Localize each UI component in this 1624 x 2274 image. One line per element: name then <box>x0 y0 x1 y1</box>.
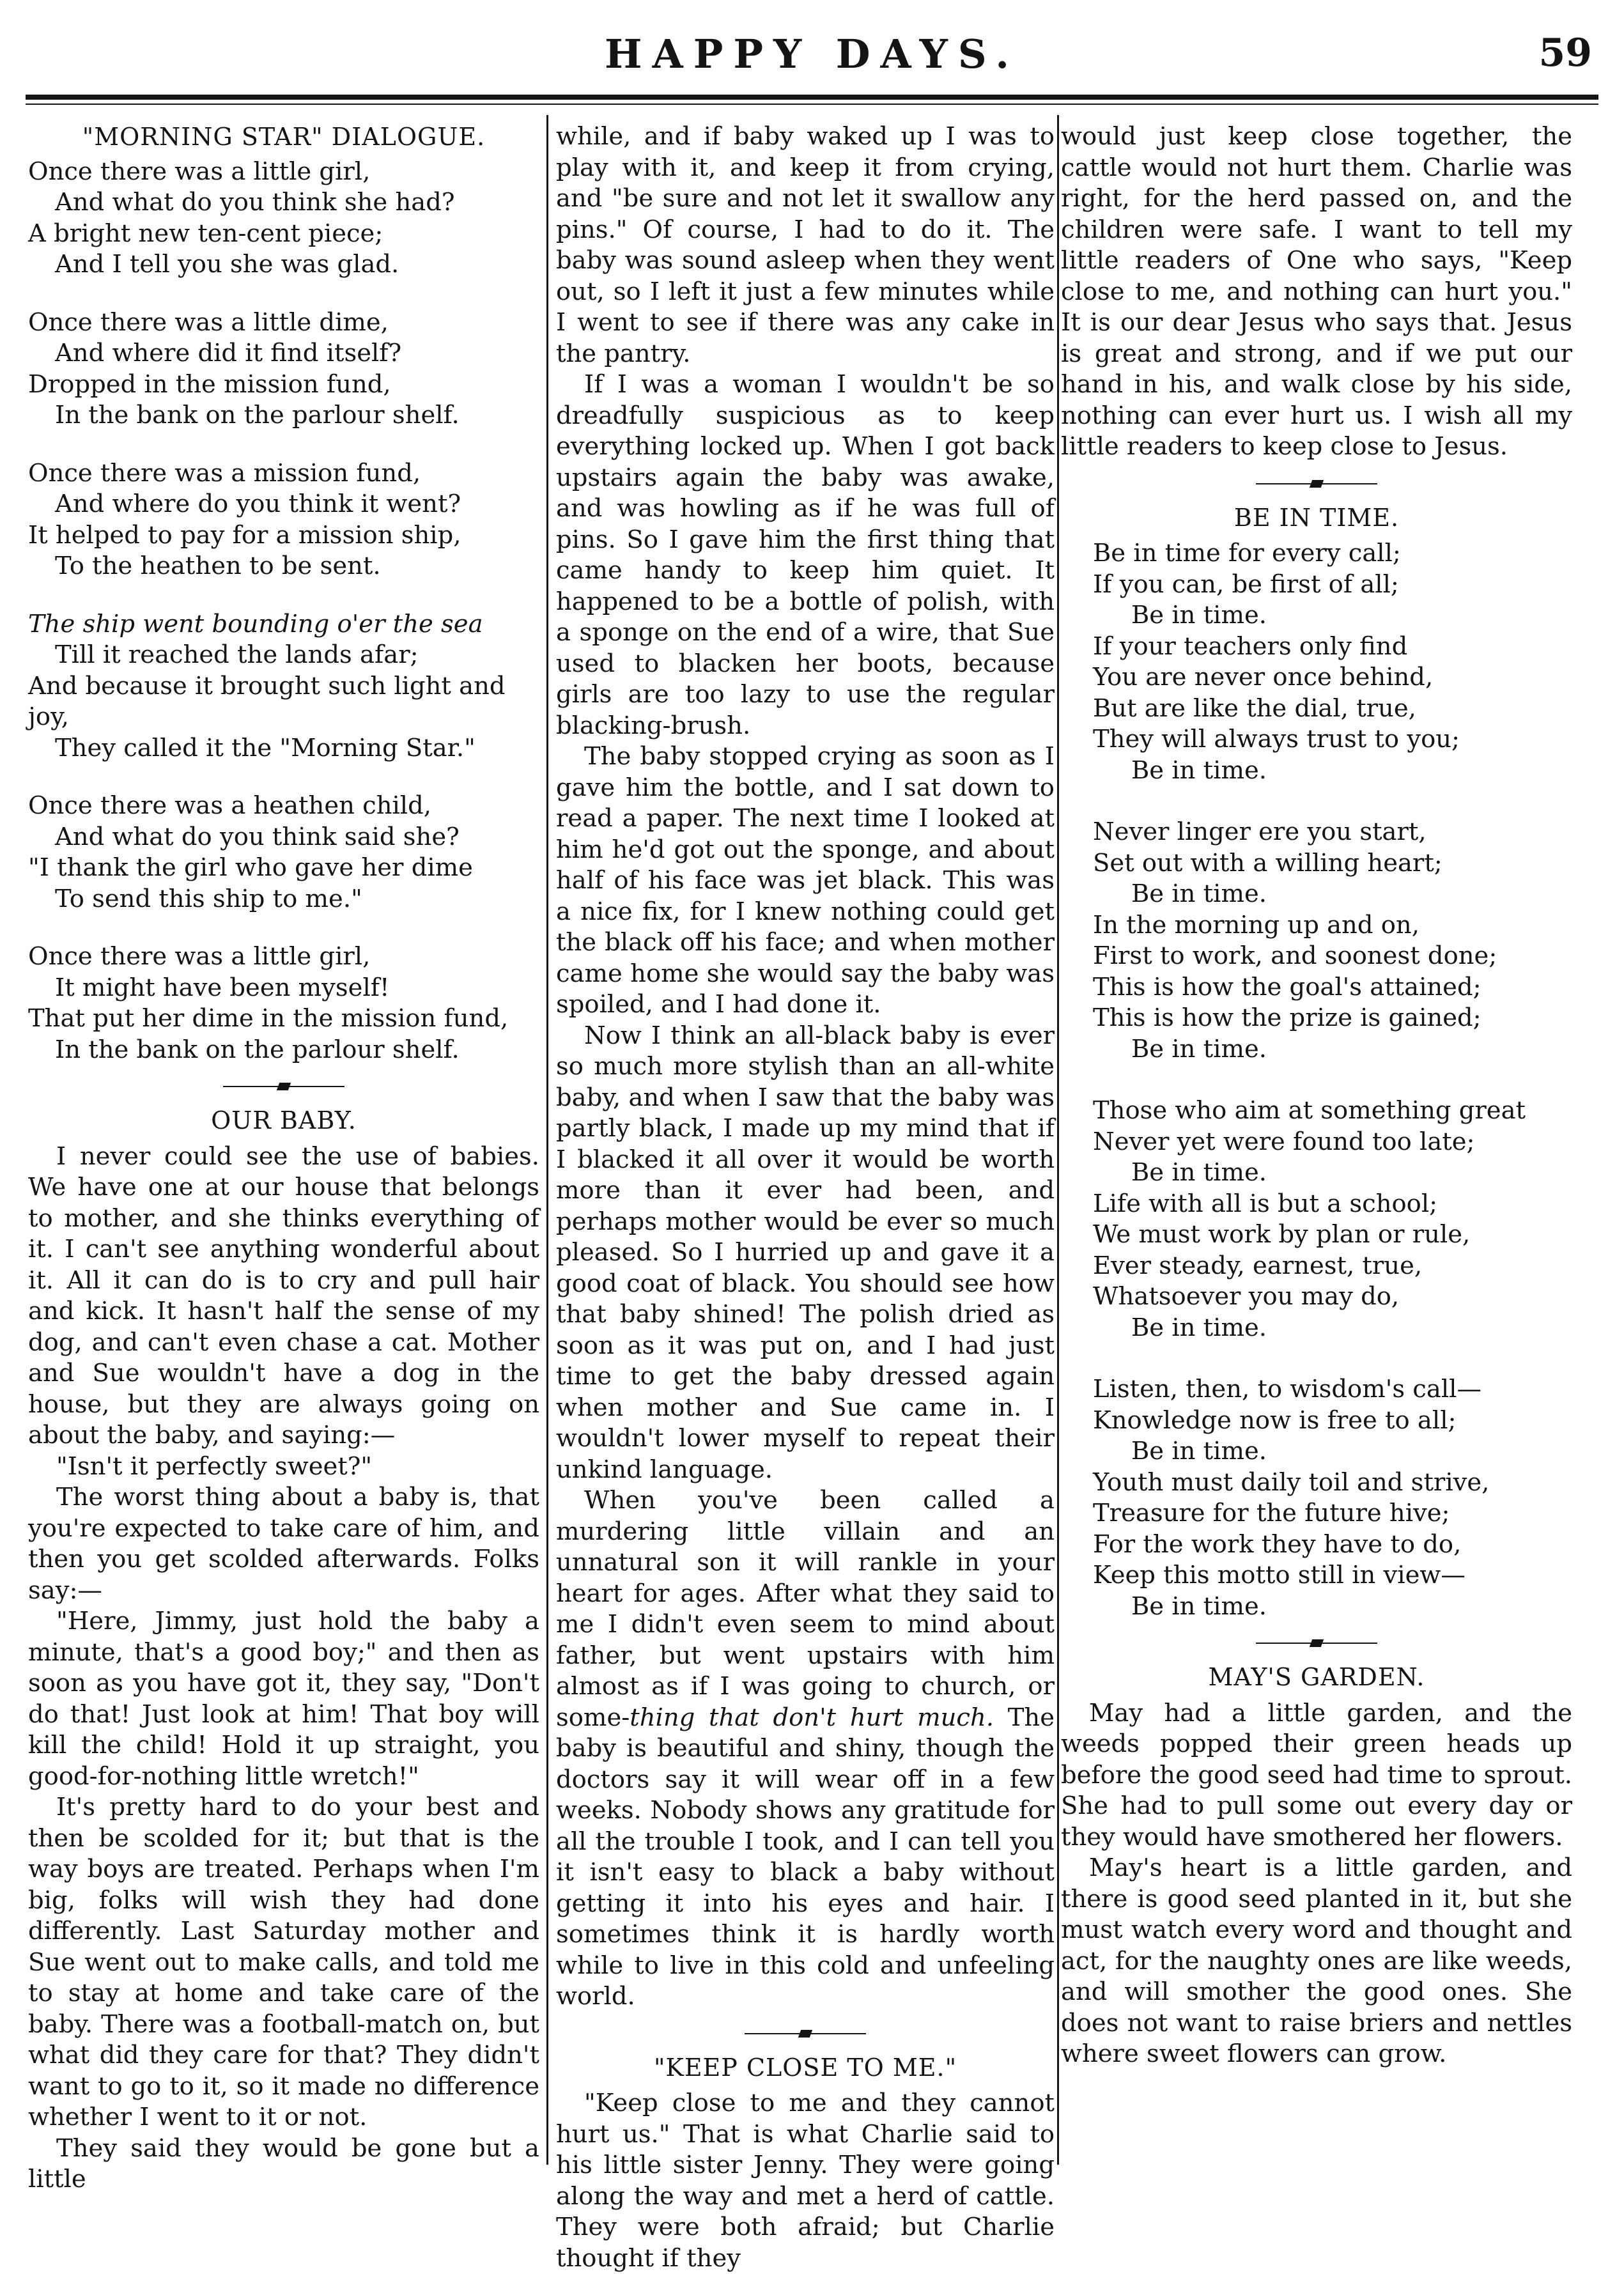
header-rule-thin <box>26 104 1598 105</box>
poem-line: Keep this motto still in view— <box>1093 1561 1465 1589</box>
poem-line: The ship went bounding o'er the sea <box>28 609 483 638</box>
poem-line: First to work, and soonest done; <box>1093 941 1497 970</box>
poem-line: Life with all is but a school; <box>1093 1189 1438 1218</box>
poem-refrain: Be in time. <box>1131 879 1267 908</box>
italic-phrase: thing that don't hurt much. <box>630 1703 994 1732</box>
poem-line: It helped to pay for a mission ship, <box>28 520 461 550</box>
poem-stanza <box>1061 538 1572 786</box>
poem-line: Those who aim at something great <box>1093 1096 1526 1125</box>
poem-line: In the morning up and on, <box>1093 910 1419 940</box>
section-divider <box>223 1077 344 1096</box>
column-2 <box>556 121 1055 2274</box>
article-paragraph: "Keep close to me and they cannot hurt us." That is what Charlie said to his little sister Jenny. They were going along the way and met a herd of cattle. They were both afraid; but Charlie thought if they <box>556 2089 1055 2273</box>
poem-line: And what do you think said she? <box>55 822 460 851</box>
poem-line: Treasure for the future hive; <box>1093 1499 1450 1528</box>
poem-line: You are never once behind, <box>1093 663 1434 692</box>
poem-stanza <box>28 458 539 582</box>
article-paragraph: I never could see the use of babies. We have one at our house that belongs to mother, and she thinks everything of it. I can't see anything wonderful about it. All it can do is to cry and pull hair and kick. It hasn't half the sense of my dog, and can't even chase a cat. Mother and Sue wouldn't have a dog in the house, but they are always going on about the baby, and saying:— <box>28 1141 539 1450</box>
poem-line: They called it the "Morning Star." <box>55 733 476 762</box>
poem-line: Once there was a heathen child, <box>28 791 432 820</box>
poem-line: But are like the dial, true, <box>1093 693 1416 723</box>
article-paragraph: Now I think an all-black baby is ever so much more stylish than an all-white baby, and when I saw that the baby was partly black, I made up my mind that if I blacked it all over it would be worth more than it ever had been, and perhaps mother would be ever so much pleased. So I hurried up and gave it a good coat of black. You should see how that baby shined! The polish dried as soon as it was put on, and I had just time to get the baby dressed again when mother and Sue came in. I wouldn't lower myself to repeat their unkind language. <box>556 1021 1055 1484</box>
page-header <box>26 31 1598 101</box>
article-paragraph: It's pretty hard to do your best and then be scolded for it; but that is the way boys are treated. Perhaps when I'm big, folks will wish they had done differently. Last Saturday mother and Sue went out to make calls, and told me to stay at home and take care of the baby. There was a football-match on, but what did they care for that? They didn't want to go to it, so it made no difference whether I went to it or not. <box>28 1793 539 2131</box>
poem-line: Ever steady, earnest, true, <box>1093 1251 1423 1280</box>
poem-line: Once there was a little dime, <box>28 307 389 337</box>
poem-line: Knowledge now is free to all; <box>1093 1405 1457 1435</box>
poem-line: A bright new ten-cent piece; <box>28 219 383 248</box>
column-1 <box>28 121 539 2195</box>
article-paragraph: "Isn't it perfectly sweet?" <box>56 1451 373 1481</box>
article-paragraph: The baby stopped crying as soon as I gave him the bottle, and I sat down to read a paper. The next time I looked at him he'd got out the sponge, and about half of his face was jet black. This was a nice fix, for I knew nothing could get the black off his face; and when mother came home she would say the baby was spoiled, and I had done it. <box>556 742 1055 1019</box>
header-rule <box>26 95 1598 100</box>
poem-line: And where do you think it went? <box>55 490 461 518</box>
page-number: 59 <box>1538 31 1592 75</box>
column-divider <box>1057 115 1059 2165</box>
poem-line: For the work they have to do, <box>1093 1529 1462 1559</box>
poem-stanza <box>28 307 539 431</box>
poem-line: Set out with a willing heart; <box>1093 848 1442 878</box>
poem-line: Never linger ere you start, <box>1093 817 1427 846</box>
article-paragraph: would just keep close together, the cattle would not hurt them. Charlie was right, for the herd passed on, and the children were safe. I want to tell my little readers of One who says, "Keep close to me, and nothing can hurt you." It is our dear Jesus who says that. Jesus is great and strong, and if we put our hand in his, and walk close by his side, nothing can ever hurt us. I wish all my little readers to keep close to Jesus. <box>1061 122 1572 461</box>
poem-line: To send this ship to me." <box>55 884 362 913</box>
poem-line: It might have been myself! <box>55 973 390 1002</box>
section-divider <box>1256 474 1377 493</box>
poem-stanza <box>28 791 539 915</box>
poem-line: Once there was a mission fund, <box>28 458 421 488</box>
article-paragraph: May had a little garden, and the weeds popped their green heads up before the good seed had time to sprout. She had to pull some out every day or they would have smothered her flowers. <box>1061 1698 1572 1852</box>
poem-refrain: Be in time. <box>1131 601 1267 630</box>
column-divider <box>546 115 548 2165</box>
article-heading-keep-close: "KEEP CLOSE TO ME." <box>653 2053 957 2082</box>
poem-stanza <box>1061 1095 1572 1343</box>
article-paragraph: If I was a woman I wouldn't be so dreadfully suspicious as to keep everything locked up. When I got back upstairs again the baby was awake, and was howling as if he was full of pins. So I gave him the first thing that came handy to keep him quiet. It happened to be a bottle of polish, with a sponge on the end of a wire, that Sue used to blacken her boots, because girls are too lazy to use the regular blacking-brush. <box>556 370 1055 740</box>
poem-line: If you can, be first of all; <box>1093 569 1399 599</box>
section-divider <box>745 2024 866 2043</box>
poem-line: And I tell you she was glad. <box>55 250 399 279</box>
poem-line: And because it brought such light and joy, <box>28 671 506 731</box>
poem-line: To the heathen to be sent. <box>55 552 381 580</box>
section-divider <box>1256 1634 1377 1653</box>
poem-line: They will always trust to you; <box>1093 725 1460 754</box>
poem-refrain: Be in time. <box>1131 1591 1267 1621</box>
article-paragraph <box>556 1485 1055 2013</box>
poem-heading-morning-star: "MORNING STAR" DIALOGUE. <box>82 123 486 151</box>
column-3 <box>1061 121 1572 2070</box>
poem-line: In the bank on the parlour shelf. <box>55 1035 460 1064</box>
poem-line: Whatsoever you may do, <box>1093 1282 1400 1311</box>
article-heading-our-baby: OUR BABY. <box>211 1106 357 1134</box>
poem-line: Once there was a little girl, <box>28 157 371 186</box>
poem-stanza <box>28 609 539 764</box>
poem-line: And what do you think she had? <box>55 188 455 217</box>
poem-line: If your teachers only find <box>1093 631 1408 661</box>
poem-line: That put her dime in the mission fund, <box>28 1004 509 1033</box>
poem-line: "I thank the girl who gave her dime <box>28 853 473 882</box>
poem-line: Youth must daily toil and strive, <box>1093 1467 1490 1497</box>
article-paragraph: while, and if baby waked up I was to play with it, and keep it from crying, and "be sure and not let it swallow any pins." Of course, I had to do it. The baby was sound asleep when they went out, so I left it just a few minutes while I went to see if there was any cake in the pantry. <box>556 122 1055 368</box>
poem-line: In the bank on the parlour shelf. <box>55 401 460 429</box>
poem-stanza <box>28 941 539 1065</box>
poem-line: This is how the prize is gained; <box>1093 1003 1481 1032</box>
poem-refrain: Be in time. <box>1131 755 1267 785</box>
paragraph-text: The baby is beautiful and shiny, though the doctors say it will wear off in a few weeks. Nobody shows any gratitude for all the trouble I took, and I can tell you it isn't easy to black a baby without getting it into his eyes and hair. I sometimes think it is hardly worth while to live in this cold and unfeeling world. <box>556 1703 1055 2011</box>
article-paragraph: "Here, Jimmy, just hold the baby a minute, that's a good boy;" and then as soon as you have got it, they say, "Don't do that! Just look at him! That boy will kill the child! Hold it up straight, you good-for-nothing little wretch!" <box>28 1607 539 1791</box>
article-paragraph: The worst thing about a baby is, that you're expected to take care of him, and then you get scolded afterwards. Folks say:— <box>28 1483 539 1605</box>
poem-line: Dropped in the mission fund, <box>28 369 391 399</box>
paragraph-text: When you've been called a murdering little villain and an unnatural son it will rankle in your heart for ages. After what they said to me I didn't even seem to mind about father, but went upstairs with him almost as if I was going to church, or some- <box>556 1486 1055 1732</box>
poem-stanza <box>28 157 539 281</box>
poem-line: Listen, then, to wisdom's call— <box>1093 1375 1481 1404</box>
poem-line: Be in time for every call; <box>1093 539 1401 568</box>
poem-refrain: Be in time. <box>1131 1313 1267 1342</box>
poem-refrain: Be in time. <box>1131 1034 1267 1064</box>
poem-refrain: Be in time. <box>1131 1158 1267 1187</box>
poem-line: We must work by plan or rule, <box>1093 1220 1471 1249</box>
poem-be-in-time <box>1061 538 1572 1622</box>
article-heading-mays-garden: MAY'S GARDEN. <box>1208 1663 1425 1691</box>
poem-line: Never yet were found too late; <box>1093 1127 1475 1156</box>
masthead-title: HAPPY DAYS. <box>605 31 1019 77</box>
poem-line: Till it reached the lands afar; <box>55 640 419 669</box>
poem-line: Once there was a little girl, <box>28 942 371 971</box>
article-paragraph: May's heart is a little garden, and there is good seed planted in it, but she must watch every word and thought and act, for the naughty ones are like weeds, and will smother the good ones. She does not want to raise briers and nettles where sweet flowers can grow. <box>1061 1853 1572 2068</box>
poem-line: And where did it find itself? <box>55 339 402 367</box>
poem-stanza <box>1061 1374 1572 1622</box>
poem-refrain: Be in time. <box>1131 1437 1267 1466</box>
poem-stanza <box>1061 817 1572 1065</box>
poem-line: This is how the goal's attained; <box>1093 972 1481 1002</box>
article-paragraph: They said they would be gone but a little <box>28 2133 539 2193</box>
poem-heading-be-in-time: BE IN TIME. <box>1233 503 1400 532</box>
